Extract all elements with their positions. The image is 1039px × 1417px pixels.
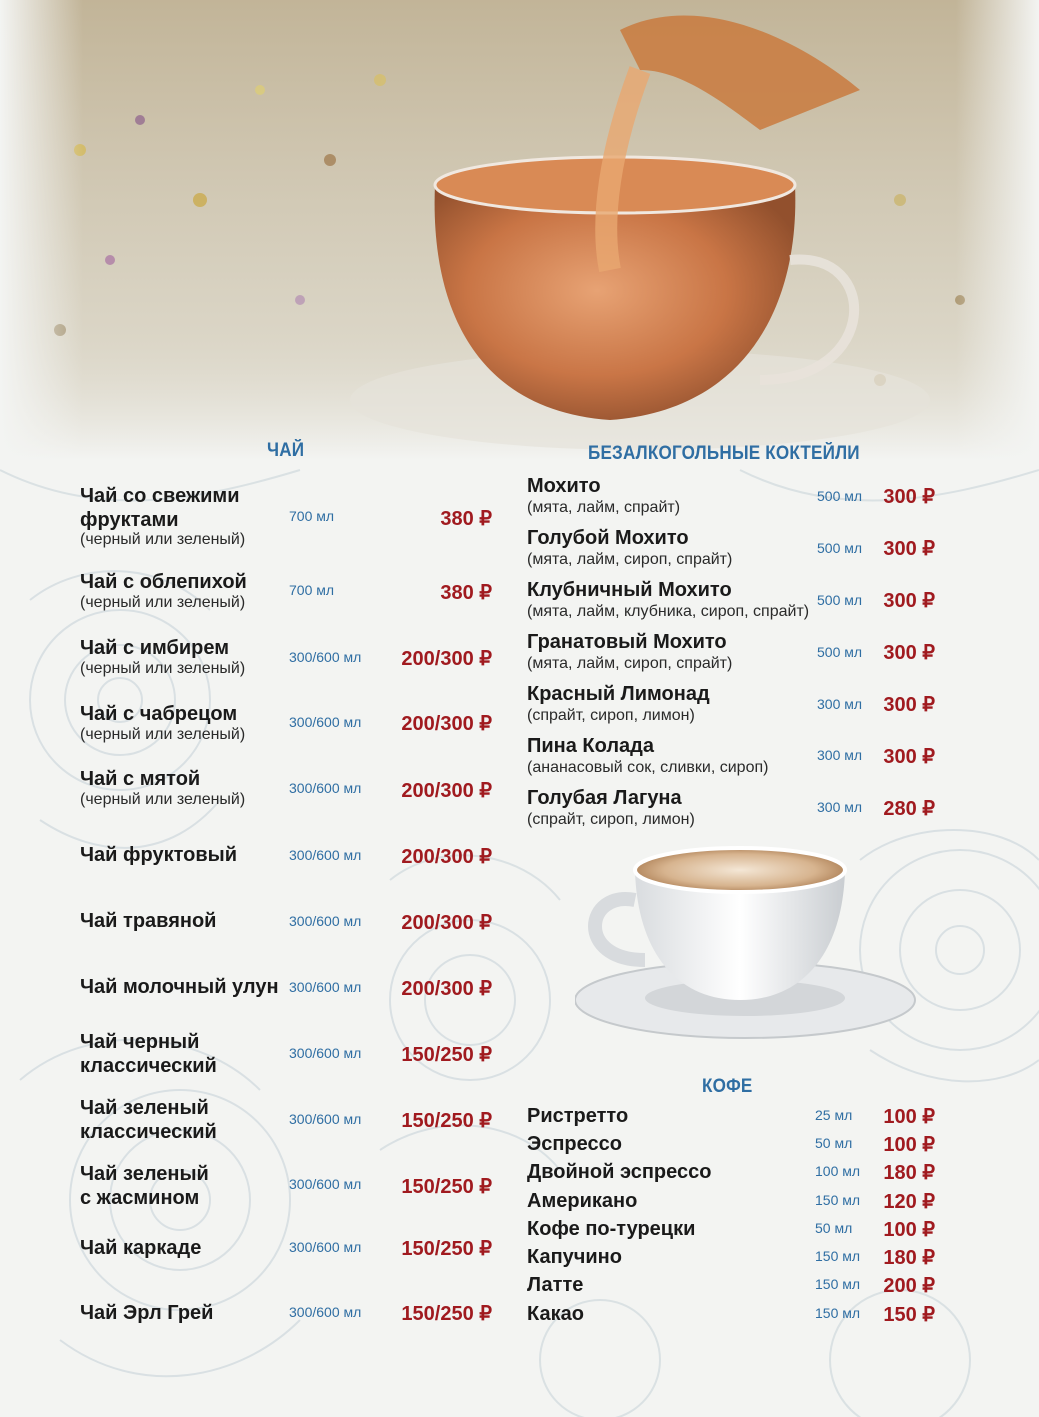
list-item: [80, 1236, 500, 1266]
list-item: [527, 1217, 947, 1245]
item-price: 200 ₽: [883, 1275, 935, 1297]
item-name: Американо: [527, 1190, 638, 1212]
item-desc: (черный или зеленый): [80, 726, 246, 743]
item-volume: 300/600 мл: [289, 979, 362, 995]
list-item: [527, 1273, 947, 1301]
item-name: Чай Эрл Грей: [80, 1302, 214, 1324]
item-name: Клубничный Мохито: [527, 579, 732, 601]
list-item: [80, 570, 500, 620]
list-item: [527, 1132, 947, 1160]
list-item: [527, 682, 947, 730]
item-volume: 50 мл: [815, 1220, 853, 1236]
item-desc: (спрайт, сироп, лимон): [527, 811, 695, 828]
item-name: Чай фруктовый: [80, 844, 238, 866]
item-volume: 300/600 мл: [289, 1304, 362, 1320]
item-desc: (черный или зеленый): [80, 791, 246, 808]
list-item: [527, 786, 947, 834]
item-volume: 300 мл: [817, 747, 863, 763]
list-item: [527, 1302, 947, 1330]
list-item: [80, 636, 500, 686]
item-name: Латте: [527, 1274, 584, 1296]
list-item: [527, 734, 947, 782]
hero-tea-image: [0, 0, 1039, 460]
coffee-section-title: КОФЕ: [702, 1076, 753, 1097]
item-volume: 300/600 мл: [289, 1111, 362, 1127]
item-name: Чай с облепихой: [80, 571, 247, 593]
item-price: 200/300 ₽: [401, 780, 492, 802]
item-price: 300 ₽: [883, 694, 935, 716]
item-volume: 300/600 мл: [289, 780, 362, 796]
item-volume: 300 мл: [817, 799, 863, 815]
item-price: 150/250 ₽: [401, 1303, 492, 1325]
item-name: Пина Колада: [527, 735, 655, 757]
list-item: [527, 526, 947, 574]
item-volume: 500 мл: [817, 488, 863, 504]
item-name: Гранатовый Мохито: [527, 631, 727, 653]
item-name: Чай молочный улун: [80, 976, 279, 998]
item-name: Чай травяной: [80, 910, 217, 932]
tea-section-title: ЧАЙ: [267, 440, 305, 461]
item-volume: 300/600 мл: [289, 714, 362, 730]
item-name: Голубой Мохито: [527, 527, 689, 549]
item-volume: 300/600 мл: [289, 1045, 362, 1061]
item-price: 300 ₽: [883, 486, 935, 508]
item-price: 100 ₽: [883, 1134, 935, 1156]
item-price: 100 ₽: [883, 1106, 935, 1128]
list-item: [80, 1162, 500, 1212]
item-price: 200/300 ₽: [401, 846, 492, 868]
item-volume: 700 мл: [289, 508, 335, 524]
item-price: 150/250 ₽: [401, 1044, 492, 1066]
list-item: [527, 578, 947, 626]
item-desc: (черный или зеленый): [80, 660, 246, 677]
item-name: Чай с мятой: [80, 768, 201, 790]
item-name: Чай со свежими фруктами: [80, 485, 240, 531]
list-item: [527, 1160, 947, 1188]
item-volume: 500 мл: [817, 540, 863, 556]
item-volume: 150 мл: [815, 1192, 861, 1208]
item-volume: 50 мл: [815, 1135, 853, 1151]
list-item: [80, 702, 500, 752]
item-name: Чай с чабрецом: [80, 703, 238, 725]
item-name: Чай зеленый классический: [80, 1097, 217, 1143]
item-volume: 300/600 мл: [289, 913, 362, 929]
item-name: Чай каркаде: [80, 1237, 202, 1259]
item-price: 100 ₽: [883, 1219, 935, 1241]
item-name: Эспрессо: [527, 1133, 622, 1155]
item-desc: (мята, лайм, спрайт): [527, 499, 681, 516]
list-item: [80, 767, 500, 817]
item-price: 280 ₽: [883, 798, 935, 820]
item-volume: 100 мл: [815, 1163, 861, 1179]
item-volume: 500 мл: [817, 644, 863, 660]
list-item: [527, 630, 947, 678]
item-price: 300 ₽: [883, 746, 935, 768]
item-volume: 150 мл: [815, 1276, 861, 1292]
item-name: Красный Лимонад: [527, 683, 710, 705]
item-volume: 150 мл: [815, 1248, 861, 1264]
item-price: 200/300 ₽: [401, 648, 492, 670]
item-desc: (черный или зеленый): [80, 531, 246, 548]
item-price: 150/250 ₽: [401, 1238, 492, 1260]
item-price: 120 ₽: [883, 1191, 935, 1213]
item-volume: 150 мл: [815, 1305, 861, 1321]
item-volume: 25 мл: [815, 1107, 853, 1123]
item-name: Голубая Лагуна: [527, 787, 682, 809]
item-price: 300 ₽: [883, 590, 935, 612]
list-item: [80, 909, 500, 939]
item-name: Мохито: [527, 475, 601, 497]
list-item: [527, 1104, 947, 1132]
item-volume: 300/600 мл: [289, 649, 362, 665]
item-desc: (мята, лайм, сироп, спрайт): [527, 655, 733, 672]
mocktails-section-title: БЕЗАЛКОГОЛЬНЫЕ КОКТЕЙЛИ: [588, 443, 860, 464]
list-item: [527, 1189, 947, 1217]
item-price: 200/300 ₽: [401, 978, 492, 1000]
list-item: [80, 1301, 500, 1331]
item-name: Чай зеленый с жасмином: [80, 1163, 209, 1209]
item-volume: 700 мл: [289, 582, 335, 598]
item-volume: 300 мл: [817, 696, 863, 712]
item-desc: (мята, лайм, сироп, спрайт): [527, 551, 733, 568]
item-price: 150/250 ₽: [401, 1176, 492, 1198]
item-price: 150/250 ₽: [401, 1110, 492, 1132]
item-name: Кофе по-турецки: [527, 1218, 696, 1240]
item-volume: 300/600 мл: [289, 1239, 362, 1255]
list-item: [80, 1096, 500, 1146]
item-name: Капучино: [527, 1246, 622, 1268]
item-name: Какао: [527, 1303, 584, 1325]
list-item: [80, 1030, 500, 1080]
coffee-cup-image: [575, 840, 920, 1040]
item-price: 380 ₽: [440, 508, 492, 530]
item-desc: (мята, лайм, клубника, сироп, спрайт): [527, 603, 810, 620]
item-price: 150 ₽: [883, 1304, 935, 1326]
item-price: 200/300 ₽: [401, 912, 492, 934]
item-price: 200/300 ₽: [401, 713, 492, 735]
item-volume: 300/600 мл: [289, 847, 362, 863]
item-name: Чай черный классический: [80, 1031, 217, 1077]
item-price: 180 ₽: [883, 1247, 935, 1269]
list-item: [527, 1245, 947, 1273]
item-name: Ристретто: [527, 1105, 629, 1127]
item-name: Чай с имбирем: [80, 637, 230, 659]
item-price: 180 ₽: [883, 1162, 935, 1184]
item-price: 380 ₽: [440, 582, 492, 604]
list-item: [80, 484, 500, 554]
list-item: [527, 474, 947, 522]
list-item: [80, 843, 500, 873]
item-desc: (черный или зеленый): [80, 594, 246, 611]
item-name: Двойной эспрессо: [527, 1161, 712, 1183]
item-volume: 300/600 мл: [289, 1176, 362, 1192]
item-desc: (спрайт, сироп, лимон): [527, 707, 695, 724]
item-desc: (ананасовый сок, сливки, сироп): [527, 759, 769, 776]
item-price: 300 ₽: [883, 538, 935, 560]
list-item: [80, 975, 500, 1005]
item-volume: 500 мл: [817, 592, 863, 608]
item-price: 300 ₽: [883, 642, 935, 664]
